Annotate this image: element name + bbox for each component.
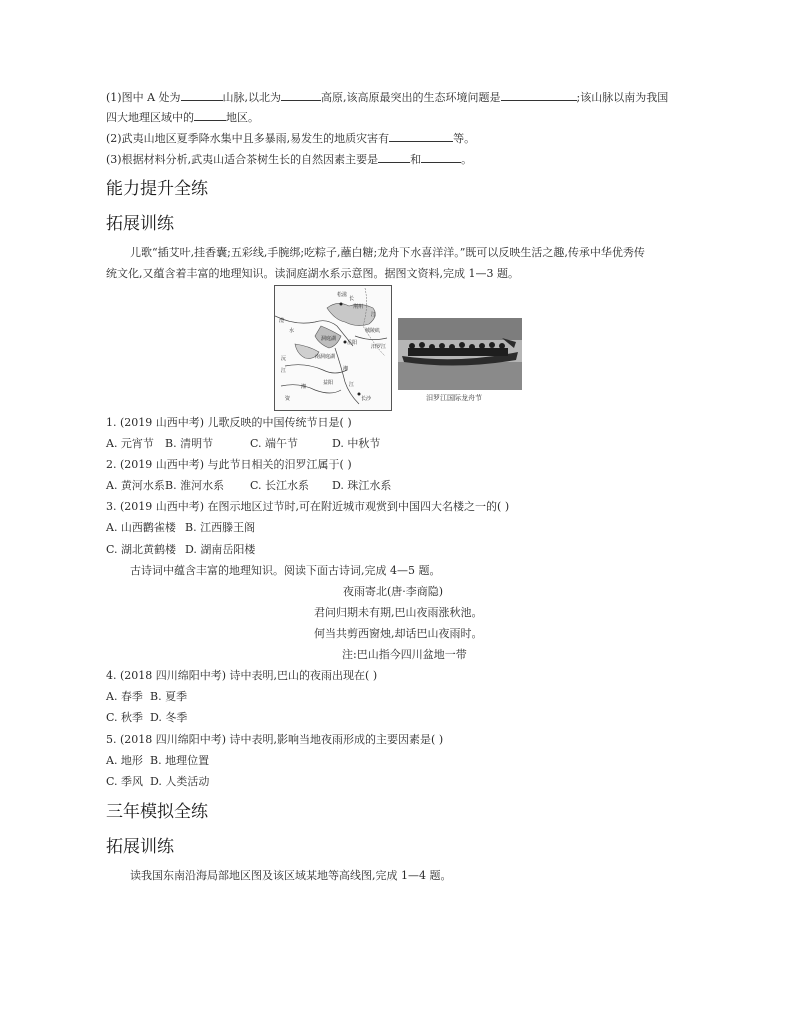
map-label: 江 (281, 368, 287, 374)
option-d: D. 人类活动 (150, 775, 210, 788)
option-c: C. 端午节 (250, 437, 299, 450)
option-a: A. 山西鹳雀楼 (106, 521, 176, 534)
poem-intro: 古诗词中蕴含丰富的地理知识。阅读下面古诗词,完成 4—5 题。 (130, 564, 441, 577)
map-label: 长沙 (361, 396, 372, 402)
option-d: D. 冬季 (150, 711, 188, 724)
section2-intro: 读我国东南沿海局部地区图及该区域某地等高线图,完成 1—4 题。 (130, 869, 452, 882)
option-c: C. 湖北黄鹤楼 (106, 543, 177, 556)
poem-note: 注:巴山指今四川盆地一带 (342, 648, 467, 661)
option-b: B. 淮河水系 (165, 479, 225, 492)
map-label: 汨罗江 (371, 344, 387, 350)
option-b: B. 夏季 (150, 690, 188, 703)
section-title-ability: 能力提升全练 (106, 179, 208, 199)
poem-line: 君问归期未有期,巴山夜雨涨秋池。 (314, 606, 483, 619)
poem-title: 夜雨寄北(唐·李商隐) (343, 585, 444, 598)
question-3-line: (3)根据材料分析,武夷山适合茶树生长的自然因素主要是 和 。 (106, 153, 473, 166)
map-drawing (275, 286, 391, 410)
question-stem: 5. (2018 四川绵阳中考) 诗中表明,影响当地夜雨形成的主要因素是( ) (106, 733, 444, 746)
map-label: 荆州 (353, 304, 364, 310)
section-title-three-year: 三年模拟全练 (106, 802, 208, 822)
photo-caption: 汨罗江国际龙舟节 (426, 394, 482, 402)
map-label: 南洞庭湖 (315, 354, 336, 360)
map-label: 沅 (281, 356, 287, 362)
option-d: D. 湖南岳阳楼 (185, 543, 256, 556)
option-a: A. 地形 (106, 754, 143, 767)
option-d: D. 珠江水系 (332, 479, 392, 492)
poem-line: 何当共剪西窗烛,却话巴山夜雨时。 (314, 627, 483, 640)
option-a: A. 春季 (106, 690, 143, 703)
option-c: C. 秋季 (106, 711, 144, 724)
option-d: D. 中秋节 (332, 437, 381, 450)
photo-drawing (398, 318, 522, 390)
map-label: 湘 (301, 384, 307, 390)
map-label: 长 (349, 296, 355, 302)
question-stem: 3. (2019 山西中考) 在图示地区过节时,可在附近城市观赏到中国四大名楼之一的( ) (106, 500, 510, 513)
option-b: B. 清明节 (165, 437, 214, 450)
question-stem: 1. (2019 山西中考) 儿歌反映的中国传统节日是( ) (106, 416, 352, 429)
intro-paragraph-line-1: 儿歌“插艾叶,挂香囊;五彩线,手腕绑;吃粽子,蘸白糖;龙舟下水喜洋洋。”既可以反映生活之趣,传承中华优秀传 (130, 246, 645, 259)
map-label: 湘 (343, 366, 349, 372)
section-subtitle-extension-2: 拓展训练 (106, 837, 174, 857)
map-label: 水 (289, 328, 295, 334)
map-label: 江 (371, 312, 377, 318)
map-label: 江 (349, 382, 355, 388)
intro-paragraph-line-2: 统文化,又蕴含着丰富的地理知识。读洞庭湖水系示意图。据图文资料,完成 1—3 题。 (106, 267, 519, 280)
map-label: 益阳 (323, 380, 334, 386)
option-a: A. 黄河水系 (106, 479, 165, 492)
question-1-line-1: (1)图中 A 处为 山脉,以北为 高原,该高原最突出的生态环境问题是 ;该山脉以南为我国 (106, 91, 669, 104)
map-label: 澧 (279, 318, 285, 324)
dragon-boat-photo (398, 318, 522, 390)
question-stem: 4. (2018 四川绵阳中考) 诗中表明,巴山的夜雨出现在( ) (106, 669, 378, 682)
map-label: 岳阳 (347, 340, 358, 346)
option-b: B. 江西滕王阁 (185, 521, 256, 534)
option-b: B. 地理位置 (150, 754, 210, 767)
question-2-line: (2)武夷山地区夏季降水集中且多暴雨,易发生的地质灾害有 等。 (106, 132, 476, 145)
map-label: 洞庭湖 (321, 336, 337, 342)
option-c: C. 季风 (106, 775, 144, 788)
map-label: 城陵矶 (365, 328, 381, 334)
dongting-lake-map (274, 285, 392, 411)
question-stem: 2. (2019 山西中考) 与此节日相关的汨罗江属于( ) (106, 458, 352, 471)
option-c: C. 长江水系 (250, 479, 310, 492)
question-1-line-2: 四大地理区域中的 地区。 (106, 111, 259, 124)
map-label: 松滋 (337, 292, 348, 298)
section-subtitle-extension: 拓展训练 (106, 214, 174, 234)
option-a: A. 元宵节 (106, 437, 154, 450)
map-label: 资 (285, 396, 291, 402)
